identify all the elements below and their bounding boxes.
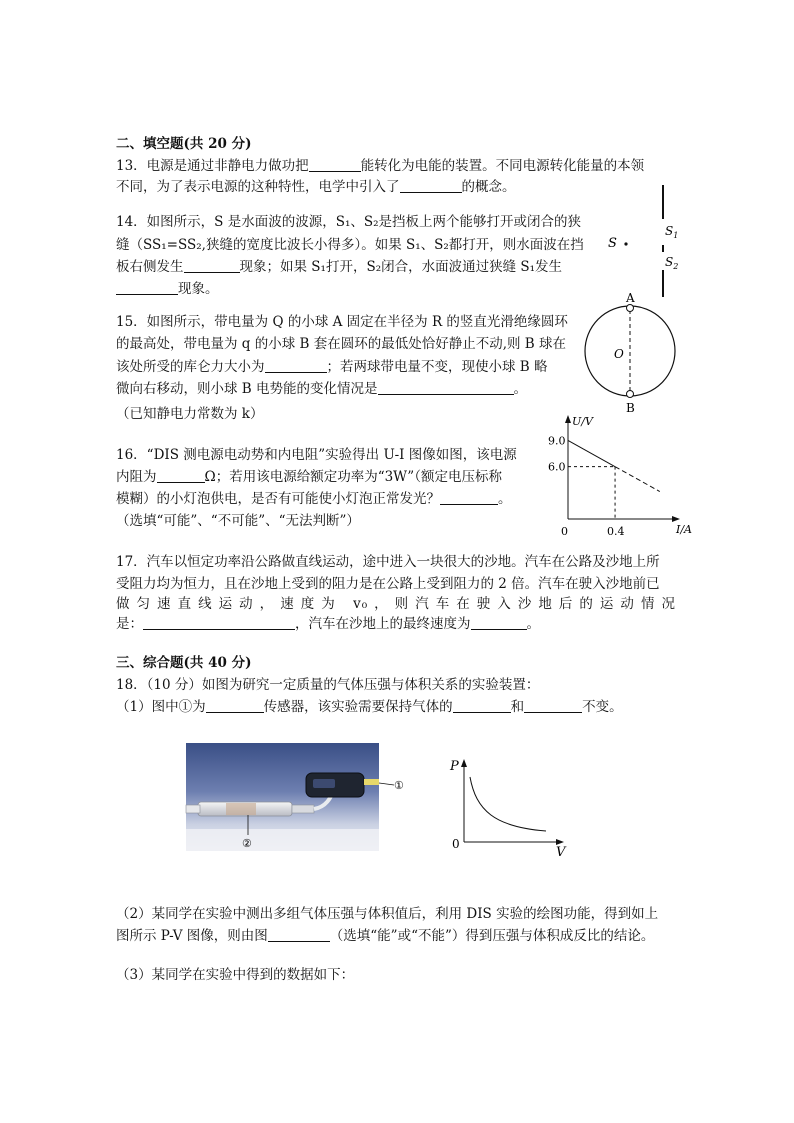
q18-part3: （3）某同学在实验中得到的数据如下：	[116, 967, 355, 983]
q16-line3: 模糊）的小灯泡供电，是否有可能使小灯泡正常发光？ 。	[116, 491, 512, 507]
q15-ring-figure	[580, 288, 680, 416]
photo-table	[186, 829, 379, 851]
q17-line1: 17．汽车以恒定功率沿公路做直线运动，途中进入一块很大的沙地。汽车在公路及沙地上所	[116, 554, 660, 570]
q16-line1: 16．“DIS 测电源电动势和内电阻”实验得出 U-I 图像如图，该电源	[116, 447, 517, 463]
q18-blank3[interactable]	[524, 698, 582, 713]
q14-blank1[interactable]	[184, 258, 240, 273]
q18-blank2[interactable]	[453, 698, 511, 713]
s2-label: $S_2$	[665, 255, 679, 271]
q16-line4: （选填“可能”、“不可能”、“无法判断”）	[116, 513, 360, 529]
q13-blank1[interactable]	[309, 157, 361, 172]
q16-line2: 内阻为 Ω；若用该电源给额定功率为“3W”（额定电压标称	[116, 469, 502, 485]
q17-line4: 是： ，汽车在沙地上的最终速度为 。	[116, 616, 540, 632]
q14-blank2[interactable]	[116, 280, 178, 295]
q17-line3: 做匀速直线运动，速度为 v₀，则汽车在驶入沙地后的运动情况	[116, 596, 676, 612]
s1-label: $S_1$	[665, 224, 679, 240]
q14-line4: 现象。	[116, 278, 219, 301]
q13-blank2[interactable]	[400, 178, 462, 193]
syringe-plunger	[186, 805, 200, 813]
y-tick-9: 9.0	[548, 434, 566, 448]
q13-line2: 不同，为了表示电源的这种特性，电学中引入了 的概念。	[116, 179, 516, 195]
q15-line3: 该处所受的库仑力大小为 ；若两球带电量不变，现使小球 B 略	[116, 359, 548, 375]
syringe-gas-column	[226, 803, 256, 815]
x-axis-label: I/A	[676, 523, 692, 536]
y-axis-arrow	[565, 415, 571, 423]
y-axis-label: U/V	[572, 415, 593, 428]
q18-pv-chart	[446, 755, 576, 860]
q15-line4: 微向右移动，则小球 B 电势能的变化情况是 。	[116, 381, 528, 397]
v-axis-label: V	[556, 845, 566, 860]
q18-part1: （1）图中①为 传感器，该实验需要保持气体的 和 不变。	[116, 699, 623, 715]
q18-blank4[interactable]	[268, 927, 330, 942]
x-tick-0.4: 0.4	[607, 525, 625, 538]
q15-line5: （已知静电力常数为 k）	[116, 406, 264, 422]
ball-a-label: A	[626, 291, 635, 305]
q16-blank1[interactable]	[157, 468, 205, 483]
source-s-label: S	[608, 236, 617, 251]
p-axis-arrow	[461, 759, 467, 767]
syringe-tip	[292, 805, 314, 813]
ball-b-label: B	[626, 401, 635, 415]
section3-heading: 三、综合题(共 40 分)	[116, 655, 252, 671]
label-1: ①	[394, 779, 404, 792]
q15-blank1[interactable]	[265, 358, 327, 373]
q15-line1: 15．如图所示，带电量为 Q 的小球 A 固定在半径为 R 的竖直光滑绝缘圆环	[116, 314, 568, 330]
q17-blank1[interactable]	[143, 615, 295, 630]
label1-leader	[379, 783, 394, 785]
q14-line3: 板右侧发生 现象；如果 S₁打开，S₂闭合，水面波通过狭缝 S₁发生	[116, 259, 563, 275]
q14-line2: 缝（SS₁=SS₂,狭缝的宽度比波长小得多）。如果 S₁、S₂都打开，则水面波在挡	[116, 237, 584, 253]
q18-part2-line2: 图所示 P-V 图像，则由图 （选填“能”或“不能”）得到压强与体积成反比的结论。	[116, 928, 655, 944]
q13-line1: 13．电源是通过非静电力做功把 能转化为电能的装置。不同电源转化能量的本领	[116, 158, 645, 174]
q15-line2: 的最高处，带电量为 q 的小球 B 套在圆环的最低处恰好静止不动,则 B 球在	[116, 336, 567, 352]
q15-blank2[interactable]	[378, 380, 514, 395]
q18-intro: 18．（10 分）如图为研究一定质量的气体压强与体积关系的实验装置：	[116, 677, 540, 693]
pv-curve	[470, 777, 546, 831]
q14-line1: 14．如图所示，S 是水面波的波源，S₁、S₂是挡板上两个能够打开或闭合的狭	[116, 214, 582, 230]
label-2: ②	[242, 837, 252, 850]
q17-line2: 受阻力均为恒力，且在沙地上受到的阻力是在公路上受到阻力的 2 倍。汽车在驶入沙地前已	[116, 576, 660, 592]
ui-series-line	[568, 440, 615, 466]
q16-blank2[interactable]	[440, 490, 498, 505]
x-tick-0: 0	[561, 525, 568, 538]
ui-series-extension	[615, 467, 660, 492]
p-axis-label: P	[450, 759, 459, 774]
q16-ui-chart	[546, 405, 692, 540]
q14-slit-figure	[600, 182, 680, 302]
ball-b	[627, 391, 634, 398]
x-axis-arrow	[672, 516, 680, 522]
sensor-cable	[364, 779, 379, 785]
origin-label: 0	[452, 837, 460, 851]
y-tick-6: 6.0	[548, 460, 566, 474]
q18-part2-line1: （2）某同学在实验中测出多组气体压强与体积值后，利用 DIS 实验的绘图功能，得到如上	[116, 906, 659, 922]
center-o-label: O	[614, 347, 624, 361]
source-point	[624, 242, 627, 245]
ball-a	[627, 305, 634, 312]
section2-heading: 二、填空题(共 20 分)	[116, 136, 252, 152]
q18-blank1[interactable]	[206, 698, 264, 713]
q17-blank2[interactable]	[471, 615, 527, 630]
sensor-label	[313, 779, 335, 788]
q18-apparatus-photo	[186, 743, 418, 855]
